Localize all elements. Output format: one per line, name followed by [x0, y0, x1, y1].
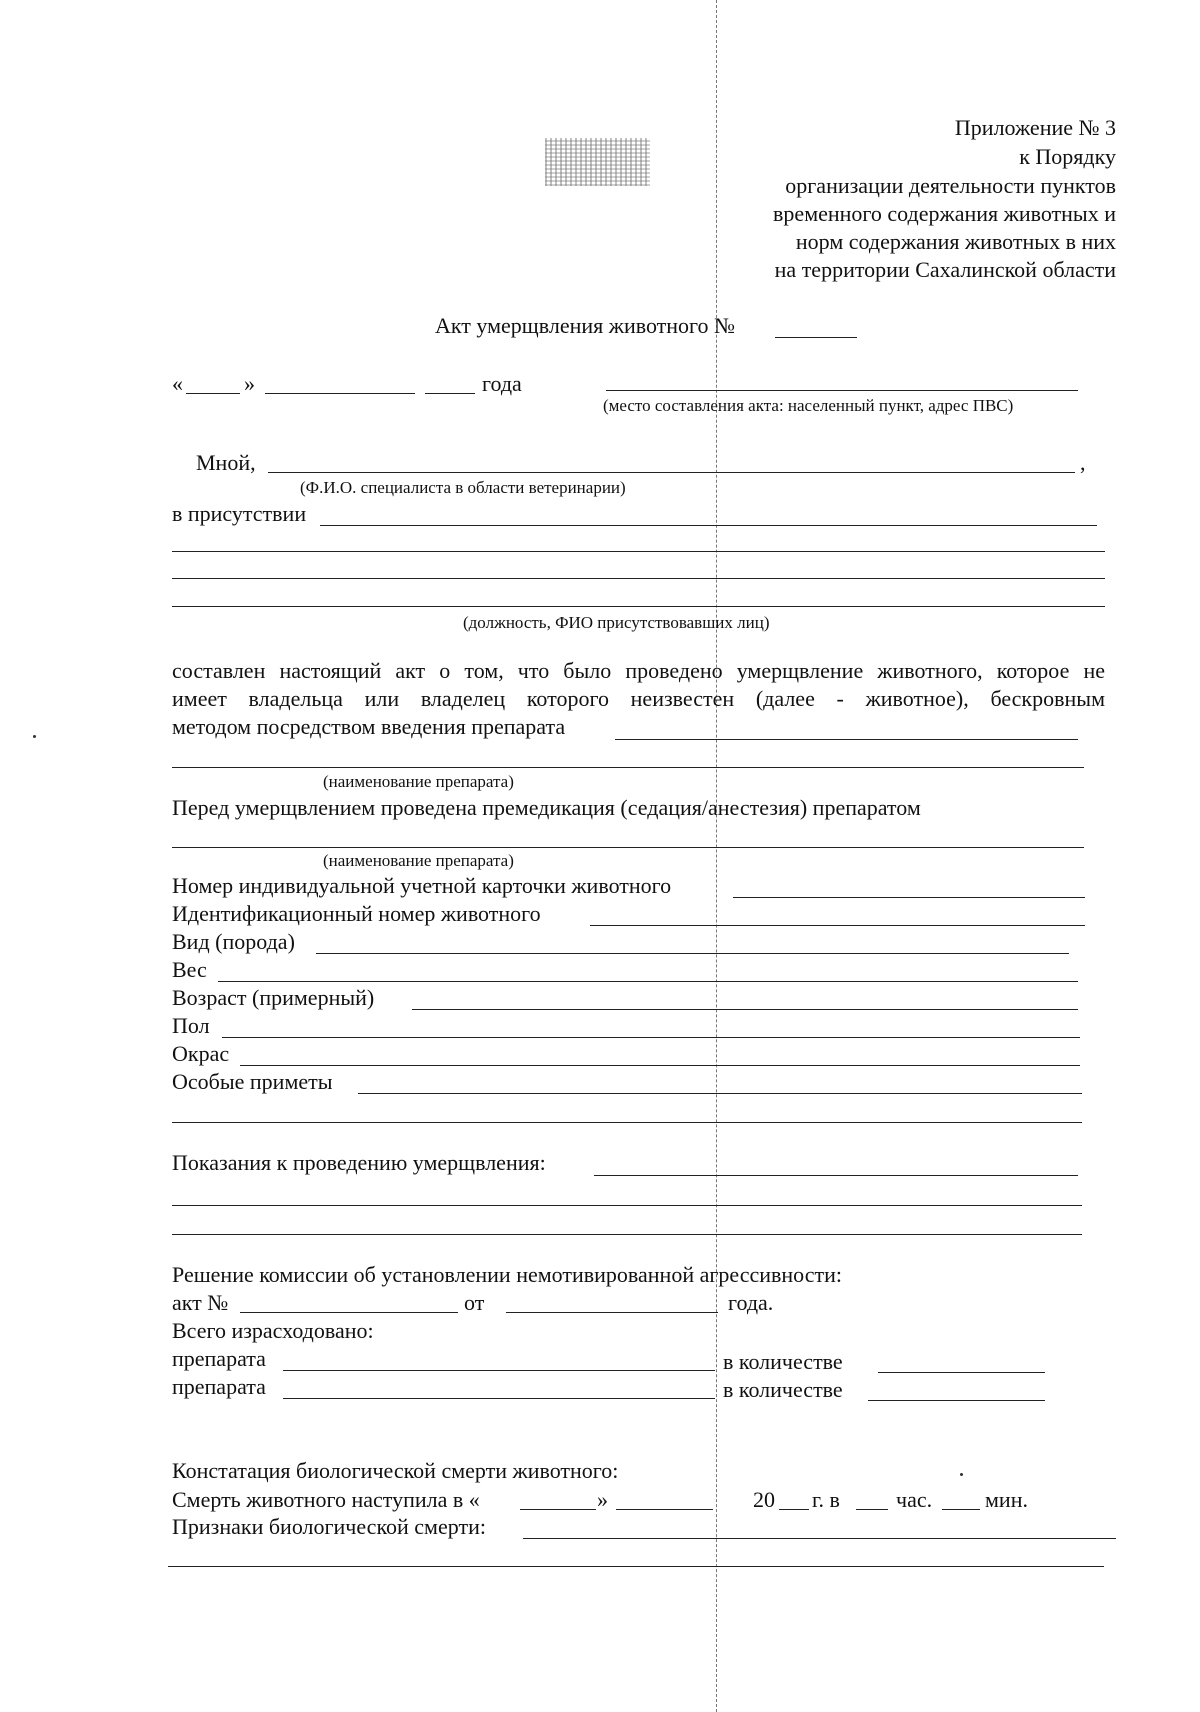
speck [960, 1473, 963, 1476]
commission-year-label: года. [728, 1290, 774, 1315]
field-blank [590, 925, 1085, 926]
spent-qty-blank [868, 1400, 1045, 1401]
field-blank [240, 1065, 1080, 1066]
spent-drug-blank [283, 1398, 715, 1399]
act-number-blank [775, 337, 857, 338]
field-label: Идентификационный номер животного [172, 901, 541, 926]
body-text-line: имеет владельца или владелец которого неизвестен (далее - животное), бескровным [172, 686, 1105, 711]
by-me-label: Мной, [196, 450, 256, 475]
presence-blank [320, 525, 1097, 526]
spent-drug-blank [283, 1370, 715, 1371]
field-blank [218, 981, 1078, 982]
spent-drug-label: препарата [172, 1374, 266, 1399]
indications-blank [172, 1205, 1082, 1206]
date-open-quote: « [172, 371, 183, 396]
commission-date-blank [506, 1312, 718, 1313]
field-blank [358, 1093, 1082, 1094]
spent-qty-blank [878, 1372, 1045, 1373]
field-label: Окрас [172, 1041, 230, 1066]
document-title: Акт умерщвления животного № [435, 313, 736, 338]
place-caption: (место составления акта: населенный пункт, адрес ПВС) [603, 396, 1014, 415]
field-blank [172, 1122, 1082, 1123]
commission-from-label: от [464, 1290, 485, 1315]
death-minutes-blank [942, 1509, 980, 1510]
death-signs-label: Признаки биологической смерти: [172, 1514, 486, 1539]
field-label: Вес [172, 957, 207, 982]
annex-line: временного содержания животных и [773, 201, 1116, 226]
death-hours-blank [856, 1509, 888, 1510]
field-label: Пол [172, 1013, 210, 1038]
drug-caption: (наименование препарата) [323, 772, 514, 791]
field-label: Возраст (примерный) [172, 985, 375, 1010]
presence-blank [172, 606, 1105, 607]
body-text-line: методом посредством введения препарата [172, 714, 566, 739]
presence-blank [172, 578, 1105, 579]
stamp-mark [545, 138, 650, 186]
commission-act-label: акт № [172, 1290, 229, 1315]
death-day-blank [520, 1509, 596, 1510]
commission-act-blank [240, 1312, 458, 1313]
drug-blank [615, 739, 1078, 740]
death-signs-blank [523, 1538, 1116, 1539]
annex-line: норм содержания животных в них [795, 229, 1116, 254]
annex-line: на территории Сахалинской области [774, 257, 1116, 282]
specialist-caption: (Ф.И.О. специалиста в области ветеринарии) [300, 478, 626, 497]
death-year-suffix: г. в [812, 1487, 840, 1512]
death-occurred-label: Смерть животного наступила в « [172, 1487, 480, 1512]
spent-drug-label: препарата [172, 1346, 266, 1371]
death-year-prefix: 20 [753, 1487, 775, 1512]
fold-line [716, 0, 717, 1712]
spent-heading: Всего израсходовано: [172, 1318, 374, 1343]
spent-qty-label: в количестве [723, 1349, 843, 1374]
presence-blank [172, 551, 1105, 552]
commission-heading: Решение комиссии об установлении немотивированной агрессивности: [172, 1262, 842, 1287]
place-blank [606, 390, 1078, 391]
death-signs-blank [168, 1566, 1104, 1567]
death-heading: Констатация биологической смерти животного: [172, 1458, 619, 1483]
indications-label: Показания к проведению умерщвления: [172, 1150, 546, 1175]
field-blank [316, 953, 1069, 954]
presence-caption: (должность, ФИО присутствовавших лиц) [463, 613, 770, 632]
date-close-quote: » [244, 371, 255, 396]
field-label: Особые приметы [172, 1069, 333, 1094]
annex-line: Приложение № 3 [954, 115, 1116, 140]
indications-blank [172, 1234, 1082, 1235]
death-minutes-label: мин. [985, 1487, 1028, 1512]
death-hours-label: час. [896, 1487, 933, 1512]
field-label: Номер индивидуальной учетной карточки животного [172, 873, 672, 898]
spent-qty-label: в количестве [723, 1377, 843, 1402]
day-blank [186, 393, 240, 394]
body-text-line: составлен настоящий акт о том, что было проведено умерщвление животного, которое не [172, 658, 1105, 683]
annex-line: организации деятельности пунктов [785, 173, 1116, 198]
premed-caption: (наименование препарата) [323, 851, 514, 870]
field-label: Вид (порода) [172, 929, 295, 954]
year-blank [425, 393, 475, 394]
drug-blank [172, 767, 1084, 768]
year-label: года [482, 371, 522, 396]
premed-blank [172, 847, 1084, 848]
presence-label: в присутствии [172, 501, 307, 526]
specialist-blank [268, 472, 1075, 473]
annex-line: к Порядку [1019, 144, 1116, 169]
field-blank [733, 897, 1085, 898]
by-me-comma: , [1080, 450, 1086, 475]
death-month-blank [616, 1509, 713, 1510]
death-close-quote: » [597, 1487, 608, 1512]
month-blank [265, 393, 415, 394]
premed-text: Перед умерщвлением проведена премедикация (седация/анестезия) препаратом [172, 795, 921, 820]
speck [33, 735, 36, 738]
field-blank [222, 1037, 1080, 1038]
indications-blank [594, 1175, 1078, 1176]
death-year-blank [779, 1509, 809, 1510]
field-blank [412, 1009, 1078, 1010]
